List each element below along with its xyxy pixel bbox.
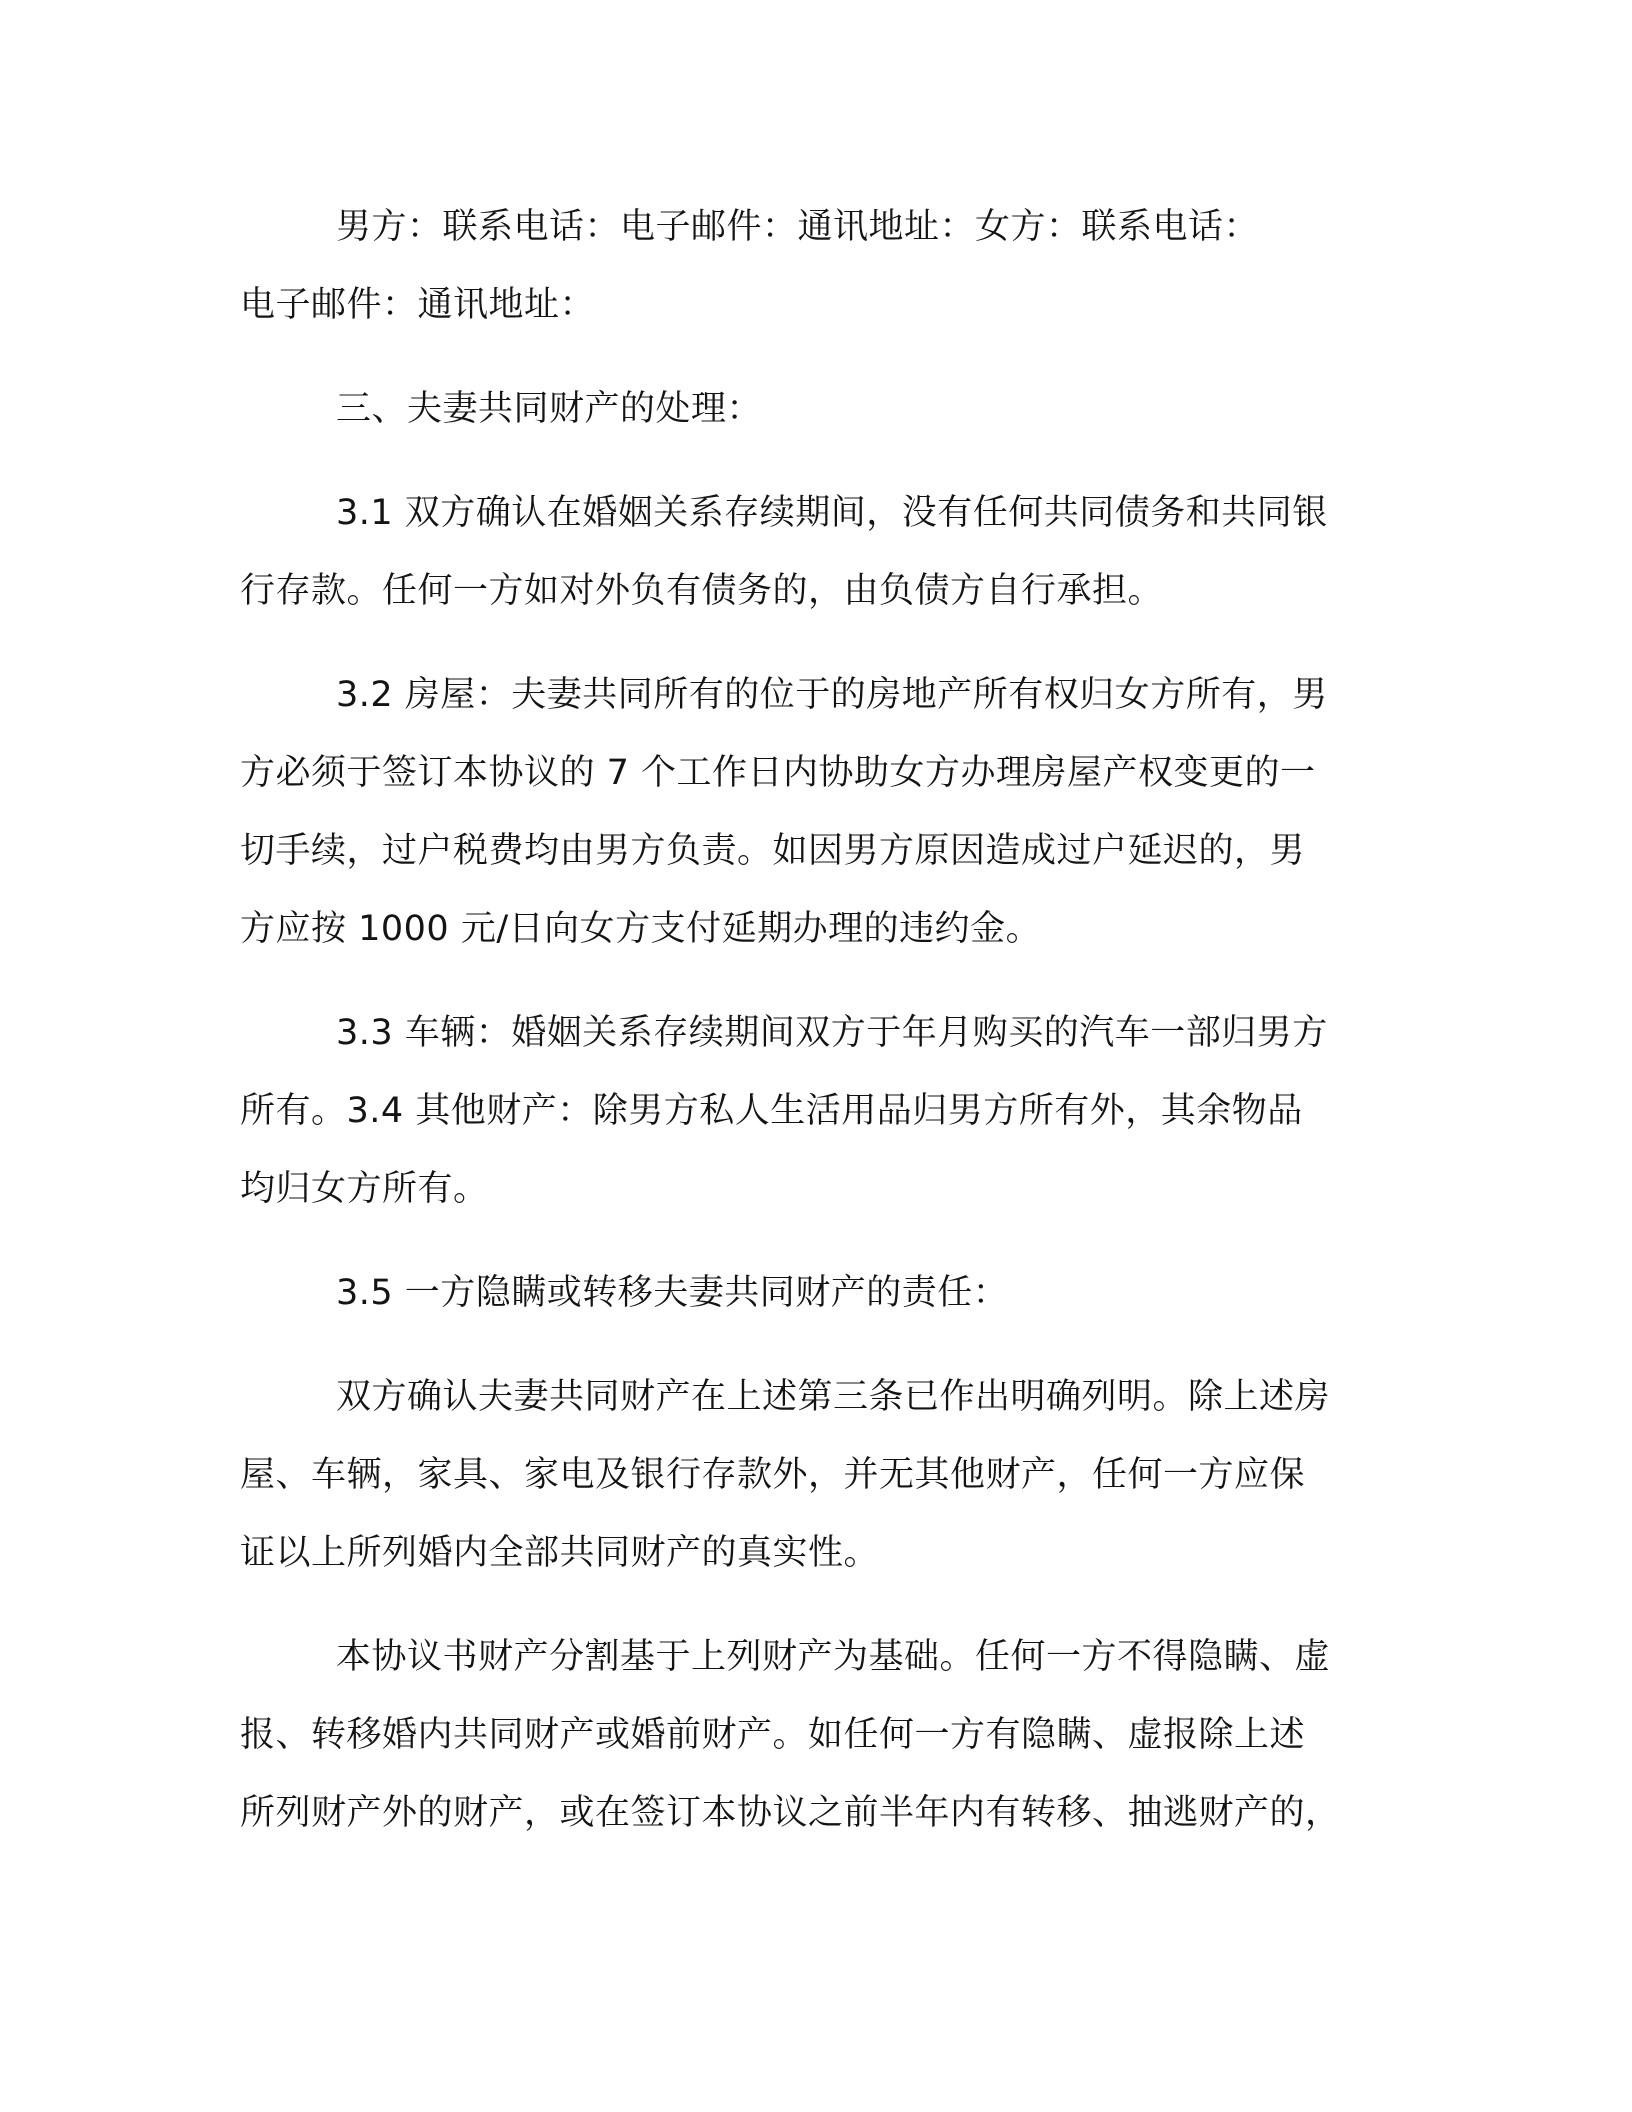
text-line: 所有。3.4 其他财产：除男方私人生活用品归男方所有外，其余物品 (240, 1091, 1303, 1131)
paragraph-confirmation (240, 1358, 1380, 1592)
text-line: 3.1 双方确认在婚姻关系存续期间，没有任何共同债务和共同银 (336, 493, 1328, 533)
paragraph-3-3 (240, 994, 1380, 1228)
text-line: 证以上所列婚内全部共同财产的真实性。 (240, 1533, 880, 1573)
text-line: 双方确认夫妻共同财产在上述第三条已作出明确列明。除上述房 (336, 1377, 1331, 1417)
text-line: 方必须于签订本协议的 7 个工作日内协助女方办理房屋产权变更的一 (240, 753, 1316, 793)
text-line: 方应按 1000 元/日向女方支付延期办理的违约金。 (240, 909, 1042, 949)
text-line: 3.2 房屋：夫妻共同所有的位于的房地产所有权归女方所有，男 (336, 675, 1328, 715)
text-line: 电子邮件：通讯地址： (240, 285, 596, 325)
section-heading-property (240, 370, 1380, 448)
paragraph-3-5 (240, 1254, 1380, 1332)
text-line: 屋、车辆，家具、家电及银行存款外，并无其他财产，任何一方应保 (240, 1455, 1306, 1495)
text-line: 切手续，过户税费均由男方负责。如因男方原因造成过户延迟的，男 (240, 831, 1306, 871)
text-line: 所列财产外的财产，或在签订本协议之前半年内有转移、抽逃财产的， (240, 1793, 1341, 1833)
paragraph-contacts (240, 188, 1380, 344)
paragraph-3-1 (240, 474, 1380, 630)
paragraph-division-basis (240, 1618, 1380, 1852)
text-line: 本协议书财产分割基于上列财产为基础。任何一方不得隐瞒、虚 (336, 1637, 1331, 1677)
text-line: 报、转移婚内共同财产或婚前财产。如任何一方有隐瞒、虚报除上述 (240, 1715, 1306, 1755)
text-line: 男方：联系电话：电子邮件：通讯地址：女方：联系电话： (336, 207, 1260, 247)
text-line: 行存款。任何一方如对外负有债务的，由负债方自行承担。 (240, 571, 1164, 611)
text-line: 三、夫妻共同财产的处理： (336, 389, 763, 429)
document-body (240, 188, 1380, 1852)
paragraph-3-2 (240, 656, 1380, 968)
text-line: 均归女方所有。 (240, 1169, 489, 1209)
text-line: 3.3 车辆：婚姻关系存续期间双方于年月购买的汽车一部归男方 (336, 1013, 1328, 1053)
text-line: 3.5 一方隐瞒或转移夫妻共同财产的责任： (336, 1273, 1009, 1313)
